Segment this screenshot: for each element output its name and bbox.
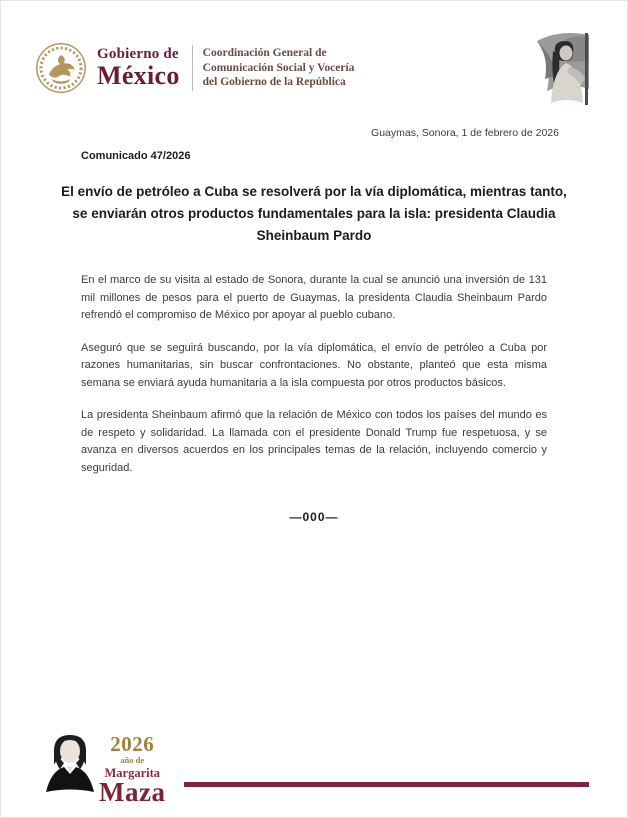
maza-name-line1: Margarita — [104, 765, 160, 780]
end-separator: —000— — [289, 510, 339, 524]
secretariat-title — [203, 46, 355, 90]
maza-year-emblem — [99, 734, 165, 806]
headline: El envío de petróleo a Cuba se resolverá por la vía diplomática, mientras tanto, se enviarán otros productos fundamentales para la isla: presidenta Claudia Sheinbaum Pardo — [61, 184, 567, 243]
dateline: Guaymas, Sonora, 1 de febrero de 2026 — [371, 127, 559, 139]
body-text — [81, 272, 547, 492]
maza-name-line2: Maza — [99, 777, 166, 807]
paragraph-2: Aseguró que se seguirá buscando, por la vía diplomática, el envío de petróleo a Cuba por razones humanitarias, sin buscar confrontaciones. No obstante, planteó que esta misma semana se enviará ayuda humanitaria a la isla compuesta por otros productos básicos. — [81, 341, 547, 389]
margarita-maza-portrait-icon — [43, 729, 97, 796]
wordmark-line1: Gobierno de — [97, 46, 179, 62]
maza-year-subtitle: año de — [120, 755, 145, 765]
government-logo — [33, 41, 354, 95]
header-divider — [192, 45, 193, 91]
paragraph-3: La presidenta Sheinbaum afirmó que la relación de México con todos los países del mundo es de respeto y solidaridad. La llamada con el presidente Donald Trump fue respetuosa, y se avanza en diversos acuerdos en los principales temas de la relación, incluyendo comercio y seguridad. — [81, 409, 547, 474]
paragraph-1: En el marco de su visita al estado de Sonora, durante la cual se anunció una inversión de 131 mil millones de pesos para el puerto de Guaymas, la presidenta Claudia Sheinbaum Pardo refrendó el compromiso de México por apoyar al pueblo cubano. — [81, 274, 547, 321]
secretariat-line2: Comunicación Social y Vocería — [202, 61, 355, 74]
footer-maroon-bar — [184, 782, 589, 787]
maza-year: 2026 — [110, 732, 155, 756]
gobierno-de-mexico-eagle-seal-icon — [33, 41, 89, 95]
wordmark-line2: México — [97, 61, 180, 90]
bulletin-number: Comunicado 47/2026 — [81, 150, 191, 162]
woman-with-flag-illustration-icon — [525, 27, 609, 111]
government-wordmark — [97, 47, 180, 89]
secretariat-line1: Coordinación General de — [202, 47, 327, 60]
secretariat-line3: del Gobierno de la República — [202, 76, 346, 89]
